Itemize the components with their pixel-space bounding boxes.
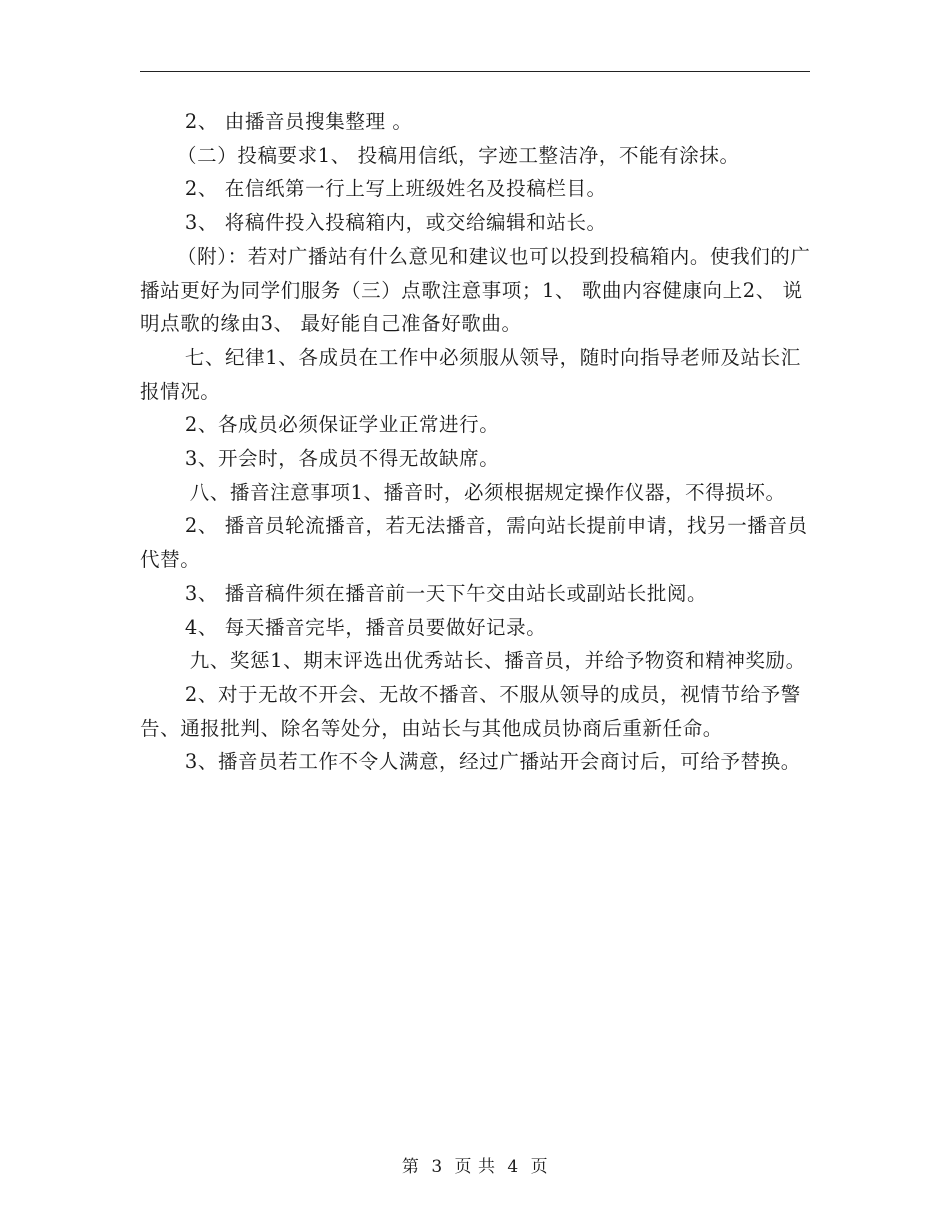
document-body — [140, 105, 820, 779]
footer-total-pages: 4 — [507, 1157, 519, 1177]
paragraph: （附）：若对广播站有什么意见和建议也可以投到投稿箱内。使我们的广播站更好为同学们服务（三）点歌注意事项；1、 歌曲内容健康向上2、 说明点歌的缘由3、 最好能自己准备好歌曲。 — [140, 244, 811, 336]
paragraph: 八、播音注意事项1、播音时，必须根据规定操作仪器，不得损坏。 — [189, 480, 786, 504]
header-rule — [140, 71, 810, 72]
paragraph: 2、 在信纸第一行上写上班级姓名及投稿栏目。 — [184, 177, 607, 201]
footer-suffix: 页 — [530, 1157, 549, 1177]
paragraph: 2、 播音员轮流播音，若无法播音，需向站长提前申请，找另一播音员代替。 — [140, 514, 808, 572]
paragraph: 3、 播音稿件须在播音前一天下午交由站长或副站长批阅。 — [184, 581, 708, 605]
paragraph: 七、纪律1、各成员在工作中必须服从领导，随时向指导老师及站长汇报情况。 — [140, 345, 801, 403]
footer-page-number: 3 — [431, 1157, 443, 1177]
paragraph: 2、 由播音员搜集整理 。 — [184, 110, 413, 133]
paragraph: 2、各成员必须保证学业正常进行。 — [184, 413, 500, 437]
footer-prefix: 第 — [401, 1157, 420, 1177]
paragraph: 2、对于无故不开会、无故不播音、不服从领导的成员，视情节给予警告、通报批判、除名等处分，由站长与其他成员协商后重新任命。 — [140, 682, 801, 740]
paragraph: 3、 将稿件投入投稿箱内，或交给编辑和站长。 — [184, 211, 607, 235]
footer-middle: 页 共 — [454, 1157, 496, 1177]
paragraph: （二）投稿要求1、 投稿用信纸，字迹工整洁净，不能有涂抹。 — [177, 143, 740, 167]
paragraph: 3、开会时，各成员不得无故缺席。 — [184, 447, 500, 471]
page-footer — [0, 1152, 950, 1177]
paragraph: 4、 每天播音完毕，播音员要做好记录。 — [184, 615, 547, 639]
paragraph: 3、播音员若工作不令人满意，经过广播站开会商讨后，可给予替换。 — [184, 750, 801, 774]
paragraph: 九、奖惩1、期末评选出优秀站长、播音员，并给予物资和精神奖励。 — [189, 649, 806, 673]
